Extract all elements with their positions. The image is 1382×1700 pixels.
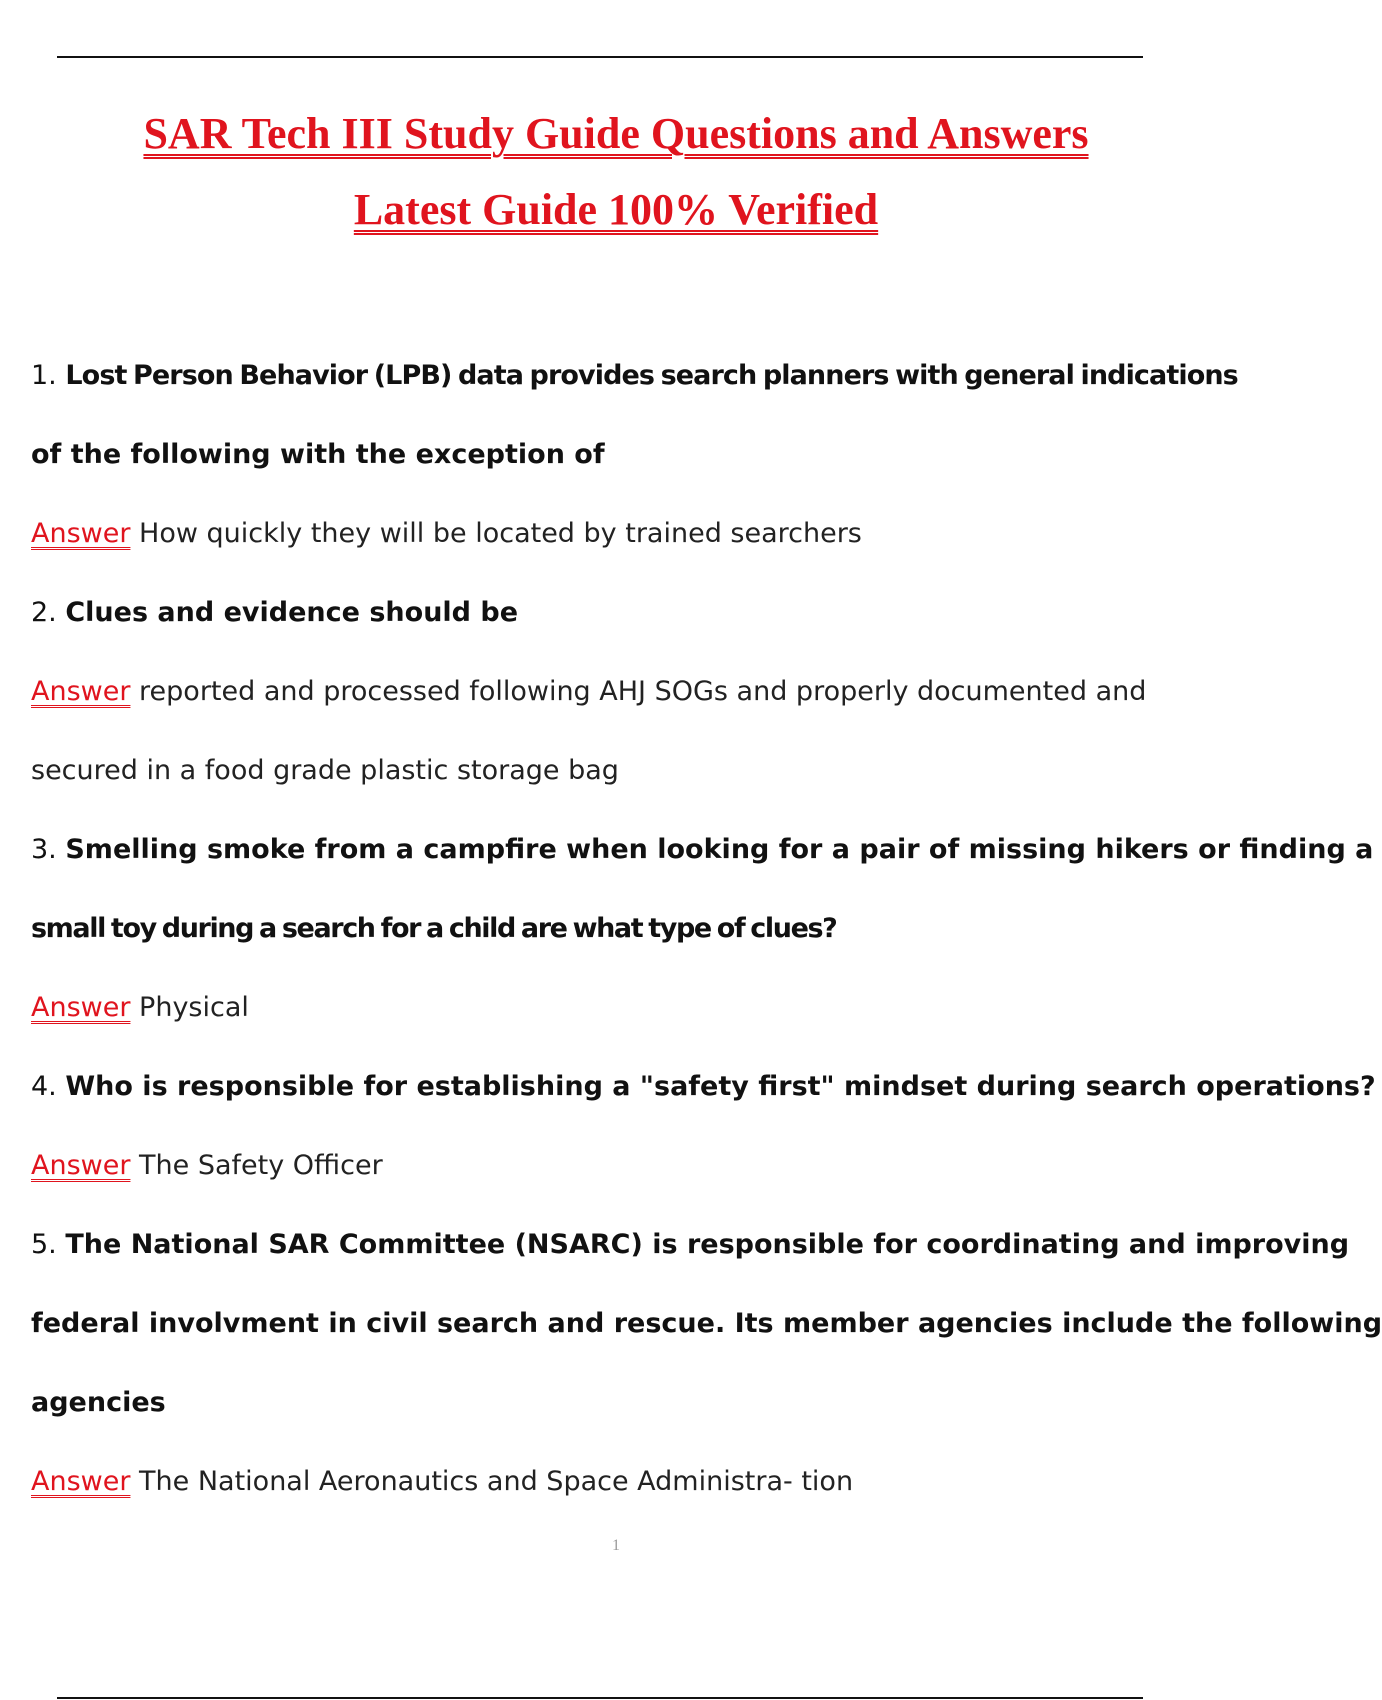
qa-list xyxy=(31,346,1382,1531)
question-text: Smelling smoke from a campfire when looking for a pair of missing hikers or finding a xyxy=(65,834,1374,865)
answer-5 xyxy=(31,1452,1200,1531)
answer-1 xyxy=(31,504,1200,583)
answer-2-continued xyxy=(31,741,1200,820)
question-text: Lost Person Behavior (LPB) data provides search planners with general indications xyxy=(65,360,1238,391)
question-text: Who is responsible for establishing a "safety first" mindset during search operations? xyxy=(65,1071,1376,1102)
question-2 xyxy=(31,583,1200,662)
question-number: 5. xyxy=(31,1229,57,1260)
answer-label: Answer xyxy=(31,992,131,1023)
question-1 xyxy=(31,346,1238,425)
question-number: 3. xyxy=(31,834,57,865)
document-title: SAR Tech III Study Guide Questions and Answers xyxy=(143,109,1089,158)
answer-text: How quickly they will be located by trained searchers xyxy=(139,518,862,549)
top-rule xyxy=(57,56,1143,58)
answer-2 xyxy=(31,662,1200,741)
question-text: The National SAR Committee (NSARC) is responsible for coordinating and improving xyxy=(65,1229,1350,1260)
answer-text: Physical xyxy=(139,992,249,1023)
answer-label: Answer xyxy=(31,1150,131,1181)
question-text: small toy during a search for a child are what type of clues? xyxy=(31,913,837,944)
answer-label: Answer xyxy=(31,1466,131,1497)
question-text: Clues and evidence should be xyxy=(65,597,519,628)
page-number: 1 xyxy=(612,1537,620,1554)
bottom-rule xyxy=(57,1697,1143,1699)
document-subtitle: Latest Guide 100% Verified xyxy=(353,185,879,234)
answer-text: reported and processed following AHJ SOGs and properly documented and xyxy=(139,676,1147,707)
question-5-continued xyxy=(31,1373,1200,1452)
question-5-continued xyxy=(31,1294,1382,1373)
answer-label: Answer xyxy=(31,518,131,549)
answer-label: Answer xyxy=(31,676,131,707)
question-3-continued xyxy=(31,899,1200,978)
answer-text: The Safety Officer xyxy=(139,1150,383,1181)
question-3 xyxy=(31,820,1374,899)
question-number: 4. xyxy=(31,1071,57,1102)
answer-text: secured in a food grade plastic storage bag xyxy=(31,755,619,786)
answer-text: The National Aeronautics and Space Administra- tion xyxy=(139,1466,854,1497)
question-1-continued xyxy=(31,425,1200,504)
answer-3 xyxy=(31,978,1200,1057)
question-number: 1. xyxy=(31,360,57,391)
question-5 xyxy=(31,1215,1350,1294)
question-text: federal involvment in civil search and rescue. Its member agencies include the following xyxy=(31,1308,1382,1339)
answer-4 xyxy=(31,1136,1200,1215)
question-number: 2. xyxy=(31,597,57,628)
question-4 xyxy=(31,1057,1376,1136)
question-text: agencies xyxy=(31,1387,166,1418)
question-text: of the following with the exception of xyxy=(31,439,605,470)
